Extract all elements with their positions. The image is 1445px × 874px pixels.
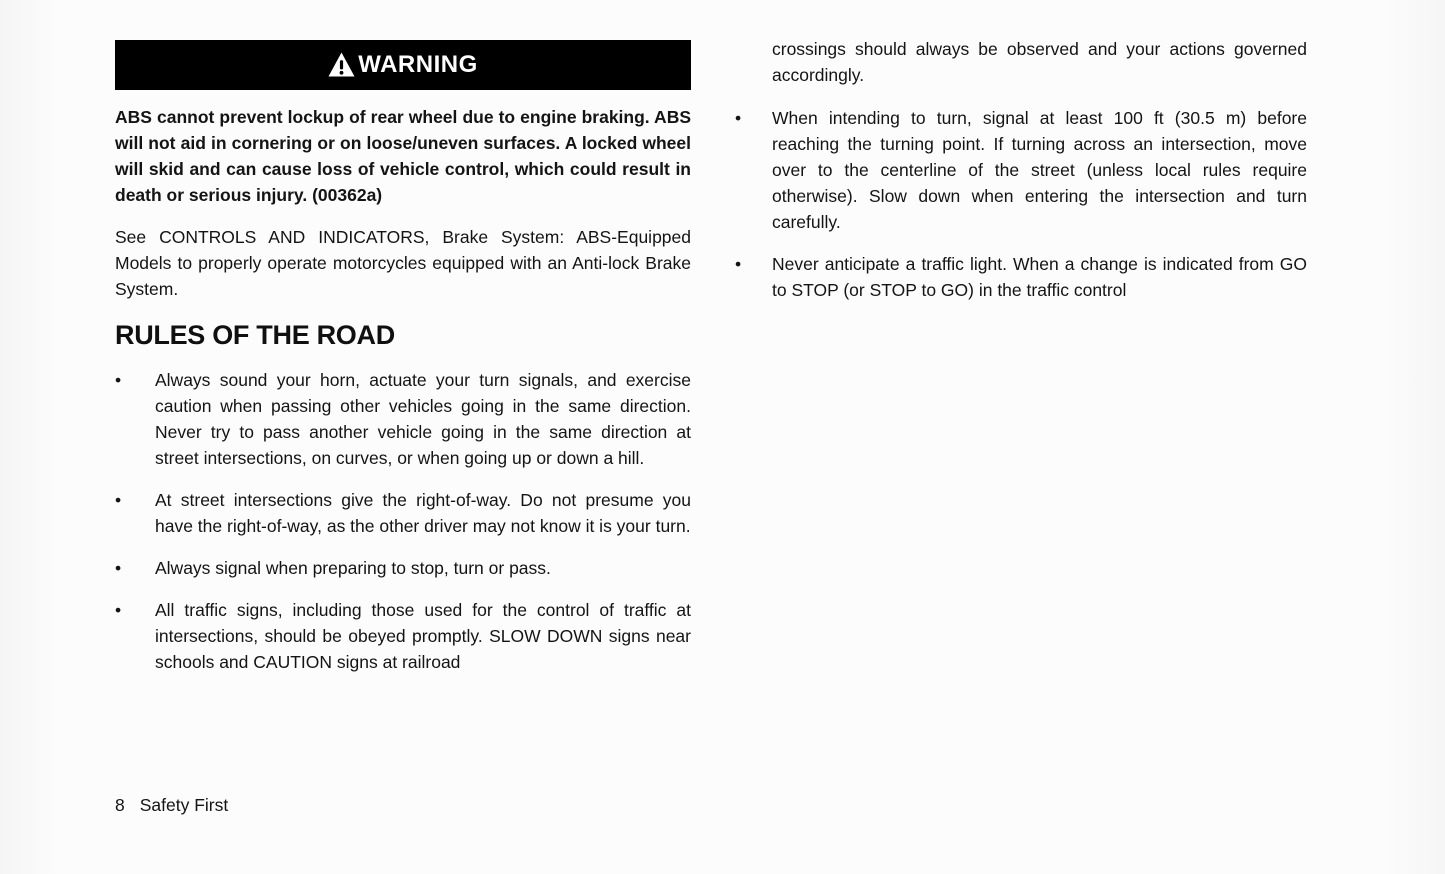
bullet-icon: • — [735, 254, 742, 274]
list-item — [115, 597, 691, 675]
bullet-icon: • — [735, 108, 742, 128]
warning-paragraph: ABS cannot prevent lockup of rear wheel due to engine braking. ABS will not aid in cornering or on loose/uneven surfaces. A locked wheel will skid and can cause loss of vehicle control, which could result in death or serious injury. (00362a) — [115, 107, 691, 205]
bullet-icon: • — [115, 558, 122, 578]
warning-banner-label: WARNING — [358, 51, 478, 78]
warning-triangle-icon — [328, 52, 355, 77]
bullet-icon: • — [115, 490, 122, 510]
right-column — [735, 36, 1307, 303]
list-item-text: All traffic signs, including those used for the control of traffic at intersections, should be obeyed promptly. SLOW DOWN signs near schools and CAUTION signs at railroad — [155, 600, 691, 672]
list-item — [115, 555, 691, 581]
list-item — [115, 367, 691, 471]
list-item-text: Never anticipate a traffic light. When a change is indicated from GO to STOP (or STOP to GO) in the traffic control — [772, 254, 1307, 300]
list-item — [735, 105, 1307, 235]
chapter-title: Safety First — [139, 795, 229, 815]
left-column — [115, 40, 691, 675]
list-item-text: At street intersections give the right-of-way. Do not presume you have the right-of-way, as the other driver may not know it is your turn. — [155, 490, 691, 536]
list-item-text: Always signal when preparing to stop, turn or pass. — [155, 558, 551, 578]
reference-paragraph: See CONTROLS AND INDICATORS, Brake System: ABS-Equipped Models to properly operate motorcycles equipped with an Anti-lock Brake System. — [115, 227, 691, 299]
bullet-icon: • — [115, 370, 122, 390]
list-item — [735, 251, 1307, 303]
page-footer — [115, 792, 228, 818]
list-item-text: Always sound your horn, actuate your turn signals, and exercise caution when passing other vehicles going in the same direction. Never try to pass another vehicle going in the same direction at street intersections, on curves, or when going up or down a hill. — [155, 370, 691, 468]
list-item — [115, 487, 691, 539]
warning-banner — [115, 40, 691, 90]
continuation-paragraph: crossings should always be observed and your actions governed accordingly. — [772, 39, 1307, 85]
page-number: 8 — [115, 795, 125, 815]
section-heading: RULES OF THE ROAD — [115, 320, 395, 350]
list-item-text: When intending to turn, signal at least 100 ft (30.5 m) before reaching the turning point. If turning across an intersection, move over to the centerline of the street (unless local rules require otherwise). Slow down when entering the intersection and turn carefully. — [772, 108, 1307, 232]
bullet-icon: • — [115, 600, 122, 620]
